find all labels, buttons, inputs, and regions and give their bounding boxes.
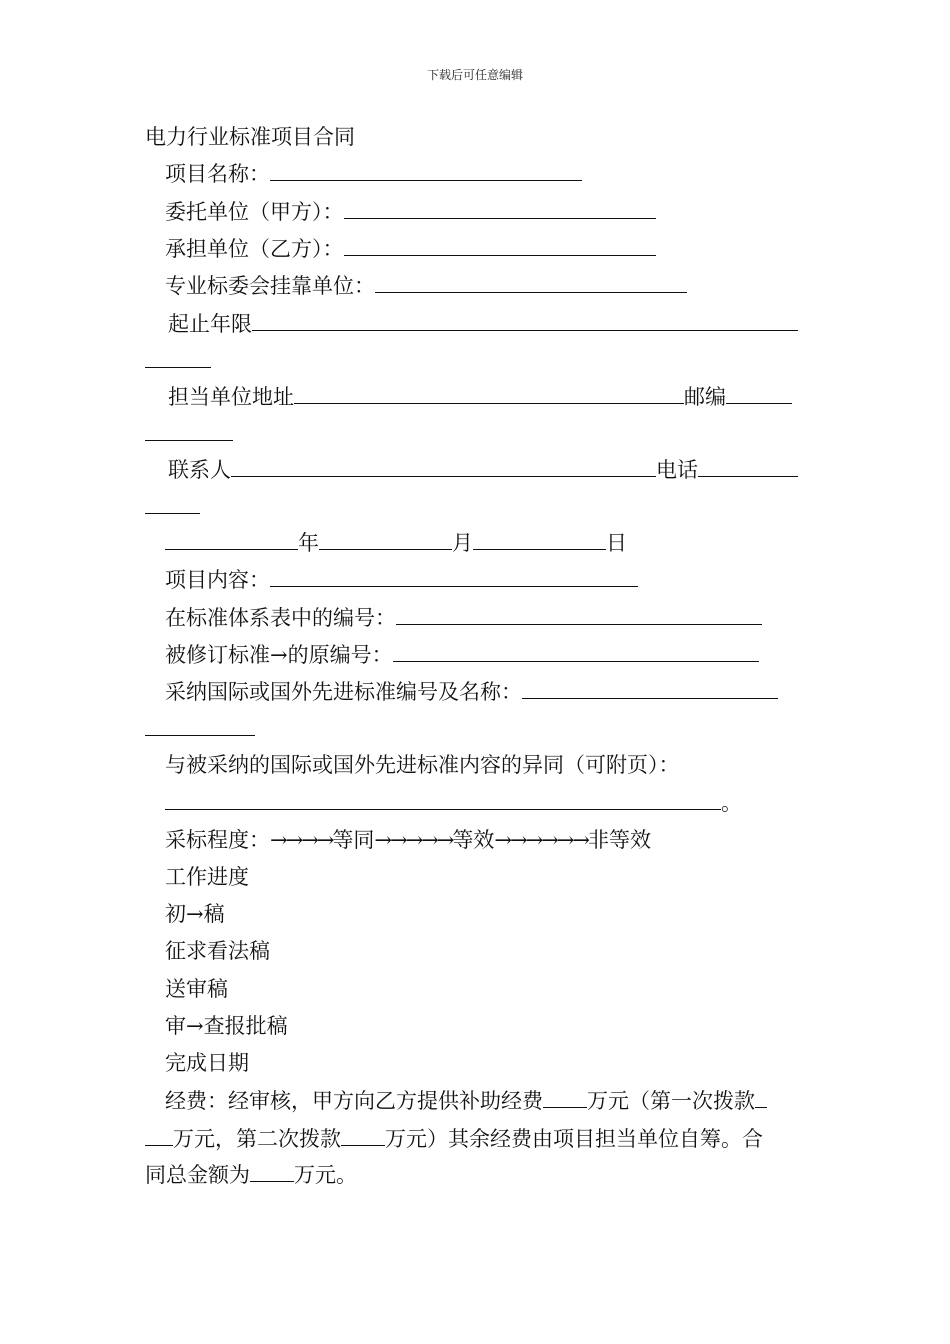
original-code-row — [165, 641, 759, 668]
client-label: 委托单位（甲方）： — [165, 200, 344, 224]
phone-field[interactable] — [698, 456, 798, 477]
arrow-icon: →→→→→ — [374, 828, 453, 852]
funding-text-3: 万元，第二次拨款 — [173, 1127, 341, 1151]
address-row — [168, 383, 792, 410]
funding-text-6: 万元。 — [294, 1163, 357, 1187]
project-name-row — [165, 160, 582, 187]
funding-text-2: 万元（第一次拨款 — [587, 1089, 755, 1113]
phone-continuation — [145, 493, 200, 520]
period-field-cont[interactable] — [145, 347, 211, 368]
system-code-field[interactable] — [396, 604, 762, 625]
adoption-degree-label: 采标程度： — [165, 828, 270, 852]
system-code-label: 在标准体系表中的编号： — [165, 606, 396, 630]
option-equivalent[interactable]: 等效 — [452, 828, 495, 852]
postcode-continuation — [145, 420, 233, 447]
contractor-row — [165, 235, 656, 262]
adopted-field-cont[interactable] — [145, 715, 255, 736]
first-payment-field[interactable] — [755, 1087, 767, 1108]
subsidy-amount-field[interactable] — [543, 1087, 587, 1108]
original-code-label: 被修订标准→的原编号： — [165, 643, 393, 667]
contact-field[interactable] — [231, 456, 656, 477]
postcode-field-cont[interactable] — [145, 420, 233, 441]
year-field[interactable] — [165, 529, 298, 550]
date-row — [165, 529, 627, 556]
period-field[interactable] — [252, 310, 798, 331]
option-non-equivalent[interactable]: 非等效 — [587, 828, 651, 852]
month-label: 月 — [452, 531, 473, 555]
committee-row — [165, 272, 687, 299]
funding-text-4: 万元）其余经费由项目担当单位自筹。合 — [385, 1127, 763, 1151]
funding-text-1: 经费：经审核，甲方向乙方提供补助经费 — [165, 1089, 543, 1113]
arrow-icon: →→→→ — [270, 828, 333, 852]
approval-draft: 审→查报批稿 — [165, 1014, 288, 1038]
difference-period: 。 — [721, 791, 742, 815]
funding-line-1 — [165, 1087, 767, 1114]
address-field[interactable] — [294, 383, 684, 404]
system-code-row — [165, 604, 762, 631]
progress-label: 工作进度 — [165, 865, 249, 889]
contact-label: 联系人 — [168, 458, 231, 482]
funding-line-2 — [145, 1125, 763, 1152]
content-label: 项目内容： — [165, 568, 270, 592]
adopted-row — [165, 678, 778, 705]
funding-line-3 — [145, 1161, 357, 1188]
contractor-field[interactable] — [344, 235, 656, 256]
adopted-continuation — [145, 715, 255, 742]
contact-row — [168, 456, 798, 483]
second-payment-field[interactable] — [341, 1125, 385, 1146]
arrow-icon: →→→→→→ — [494, 828, 588, 852]
adoption-degree-row — [165, 827, 651, 853]
project-name-field[interactable] — [270, 160, 582, 181]
client-field[interactable] — [344, 198, 656, 219]
difference-field[interactable] — [165, 789, 721, 810]
postcode-label: 邮编 — [684, 385, 726, 409]
postcode-field[interactable] — [726, 383, 792, 404]
day-field[interactable] — [473, 529, 606, 550]
content-row — [165, 566, 638, 593]
period-row — [168, 310, 798, 337]
content-field[interactable] — [270, 566, 638, 587]
download-note: 下载后可任意编辑 — [426, 68, 523, 82]
difference-label: 与被采纳的国际或国外先进标准内容的异同（可附页）： — [165, 753, 680, 777]
period-label: 起止年限 — [168, 312, 252, 336]
phone-label: 电话 — [656, 458, 698, 482]
difference-row — [165, 789, 742, 816]
opinion-draft: 征求看法稿 — [165, 939, 270, 963]
completion-date: 完成日期 — [165, 1051, 249, 1075]
adopted-label: 采纳国际或国外先进标准编号及名称： — [165, 680, 522, 704]
committee-field[interactable] — [375, 272, 687, 293]
period-continuation — [145, 347, 211, 374]
address-label: 担当单位地址 — [168, 385, 294, 409]
total-amount-field[interactable] — [250, 1161, 294, 1182]
adopted-field[interactable] — [522, 678, 778, 699]
document-title: 电力行业标准项目合同 — [145, 125, 355, 149]
contractor-label: 承担单位（乙方）： — [165, 237, 344, 261]
first-draft: 初→稿 — [165, 902, 225, 926]
phone-field-cont[interactable] — [145, 493, 200, 514]
client-row — [165, 198, 656, 225]
year-label: 年 — [298, 531, 319, 555]
original-code-field[interactable] — [393, 641, 759, 662]
first-payment-field-cont[interactable] — [145, 1125, 173, 1146]
funding-text-5: 同总金额为 — [145, 1163, 250, 1187]
day-label: 日 — [606, 531, 627, 555]
project-name-label: 项目名称： — [165, 162, 270, 186]
option-identical[interactable]: 等同 — [332, 828, 375, 852]
review-draft: 送审稿 — [165, 977, 228, 1001]
committee-label: 专业标委会挂靠单位： — [165, 274, 375, 298]
month-field[interactable] — [319, 529, 452, 550]
